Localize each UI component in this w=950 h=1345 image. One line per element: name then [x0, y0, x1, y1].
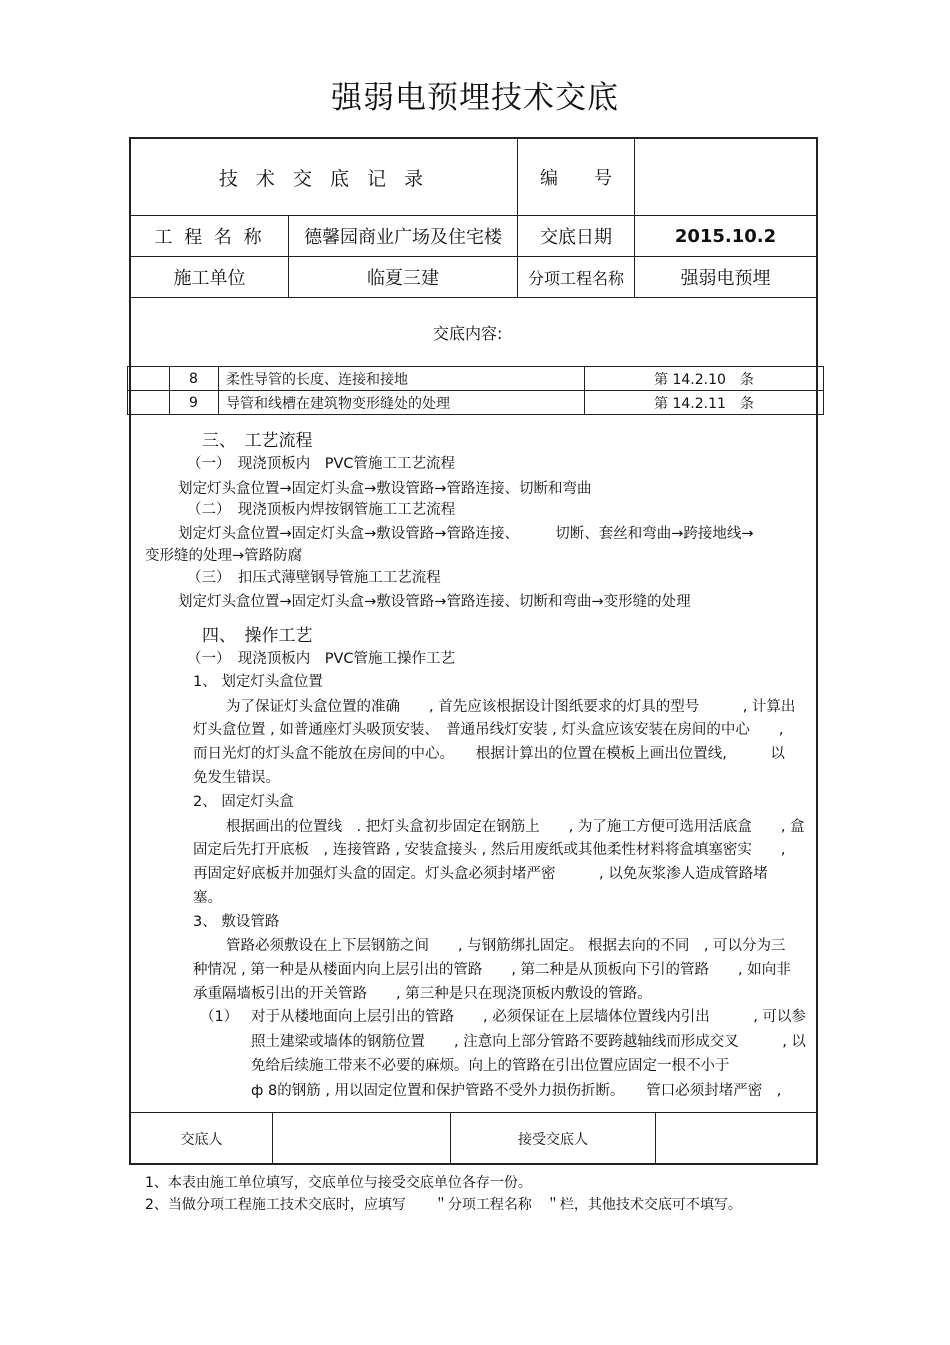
- body-line: 变形缝的处理→管路防腐: [145, 548, 303, 564]
- body-line: 划定灯头盒位置→固定灯头盒→敷设管路→管路连接、 切断、套丝和弯曲→跨接地线→: [178, 526, 754, 542]
- record-title: 技 术 交 底 记 录: [218, 167, 430, 190]
- sub-heading: （三） 扣压式薄壁钢导管施工工艺流程: [187, 570, 441, 586]
- unit-label: 施工单位: [173, 268, 246, 289]
- sub-heading: （二） 现浇顶板内焊按钢管施工工艺流程: [187, 502, 456, 518]
- table-cell-item: 柔性导管的长度、连接和接地: [226, 372, 408, 388]
- body-line: 种情况 , 第一种是从楼面内向上层引出的管路 , 第二种是从顶板向下引的管路 , 如向非: [193, 962, 791, 978]
- divider: [218, 367, 219, 414]
- body-line: 灯头盒位置 , 如普通座灯头吸顶安装、 普通吊线灯安装 , 灯头盒应该安装在房间的中心 ,: [193, 722, 784, 738]
- project-label: 工 程 名 称: [154, 227, 265, 248]
- body-line: 固定后先打开底板 , 连接管路 , 安装盒接头 , 然后用废纸或其他柔性材料将盒填塞密实 ,: [193, 842, 786, 858]
- body-line: ф 8的钢筋 , 用以固定位置和保护管路不受外力损伤折断。 管口必须封堵严密 ,: [251, 1083, 782, 1099]
- sub-heading: （一） 现浇顶板内 PVC管施工操作工艺: [187, 651, 456, 667]
- divider: [129, 1112, 818, 1113]
- body-line: 免给后续施工带来不必要的麻烦。向上的管路在引出位置应固定一根不小于: [251, 1058, 730, 1074]
- check-table: [127, 366, 824, 415]
- sub-heading: （一） 现浇顶板内 PVC管施工工艺流程: [187, 456, 456, 472]
- body-line: 承重隔墙板引出的开关管路 , 第三种是只在现浇顶板内敷设的管路。: [193, 986, 652, 1002]
- body-line: 管路必须敷设在上下层钢筋之间 , 与钢筋绑扎固定。 根据去向的不同 , 可以分为三: [226, 938, 786, 954]
- document-title: 强弱电预埋技术交底: [331, 80, 619, 116]
- item-heading: 2、 固定灯头盒: [193, 794, 294, 810]
- body-line: 照土建梁或墙体的钢筋位置 , 注意向上部分管路不要跨越轴线而形成交叉 , 以: [251, 1034, 806, 1050]
- body-line: 免发生错误。: [193, 770, 280, 786]
- receiver-value: [656, 1114, 816, 1164]
- section-heading: 三、 工艺流程: [202, 431, 313, 451]
- body-line: 而日光灯的灯头盒不能放在房间的中心。 根据计算出的位置在模板上画出位置线, 以: [193, 746, 785, 762]
- body-line: 塞。: [193, 890, 222, 906]
- table-cell-clause: 第 14.2.10 条: [654, 372, 754, 388]
- table-cell-no: 8: [189, 370, 198, 387]
- project-value: 德馨园商业广场及住宅楼: [304, 227, 502, 248]
- list-marker: （1）: [200, 1009, 239, 1025]
- date-label: 交底日期: [540, 227, 612, 248]
- body-line: 为了保证灯头盒位置的准确 , 首先应该根据设计图纸要求的灯具的型号 , 计算出: [226, 699, 796, 715]
- subproject-value: 强弱电预埋: [680, 268, 771, 289]
- number-label: 编 号: [540, 168, 612, 189]
- receiver-label: 接受交底人: [518, 1132, 588, 1148]
- table-cell-no: 9: [189, 394, 198, 411]
- item-heading: 3、 敷设管路: [193, 914, 280, 930]
- divider: [584, 367, 585, 414]
- table-cell-clause: 第 14.2.11 条: [654, 396, 754, 412]
- footnote: 2、当做分项工程施工技术交底时，应填写 ＂分项工程名称 ＂栏，其他技术交底可不填写。: [145, 1197, 742, 1213]
- footnote: 1、本表由施工单位填写，交底单位与接受交底单位各存一份。: [145, 1175, 532, 1191]
- section-heading: 四、 操作工艺: [202, 626, 313, 646]
- body-line: 划定灯头盒位置→固定灯头盒→敷设管路→管路连接、切断和弯曲→变形缝的处理: [178, 594, 691, 610]
- unit-value: 临夏三建: [367, 268, 439, 289]
- presenter-value: [273, 1114, 450, 1164]
- divider: [128, 390, 823, 391]
- content-label: 交底内容:: [433, 324, 503, 343]
- item-heading: 1、 划定灯头盒位置: [193, 674, 323, 690]
- body-line: 对于从楼地面向上层引出的管路 , 必须保证在上层墙体位置线内引出 , 可以参: [251, 1009, 806, 1025]
- divider: [129, 297, 818, 298]
- subproject-label: 分项工程名称: [527, 268, 624, 288]
- presenter-label: 交底人: [180, 1132, 223, 1148]
- body-line: 划定灯头盒位置→固定灯头盒→敷设管路→管路连接、切断和弯曲: [178, 481, 592, 497]
- body-line: 根据画出的位置线 . 把灯头盒初步固定在钢筋上 , 为了施工方便可选用活底盒 , 盒: [226, 819, 805, 835]
- number-value: [635, 139, 816, 215]
- date-value: 2015.10.2: [674, 225, 777, 247]
- body-line: 再固定好底板并加强灯头盒的固定。灯头盒必须封堵严密 , 以免灰浆渗人造成管路堵: [193, 866, 768, 882]
- table-cell-item: 导管和线槽在建筑物变形缝处的处理: [226, 396, 450, 412]
